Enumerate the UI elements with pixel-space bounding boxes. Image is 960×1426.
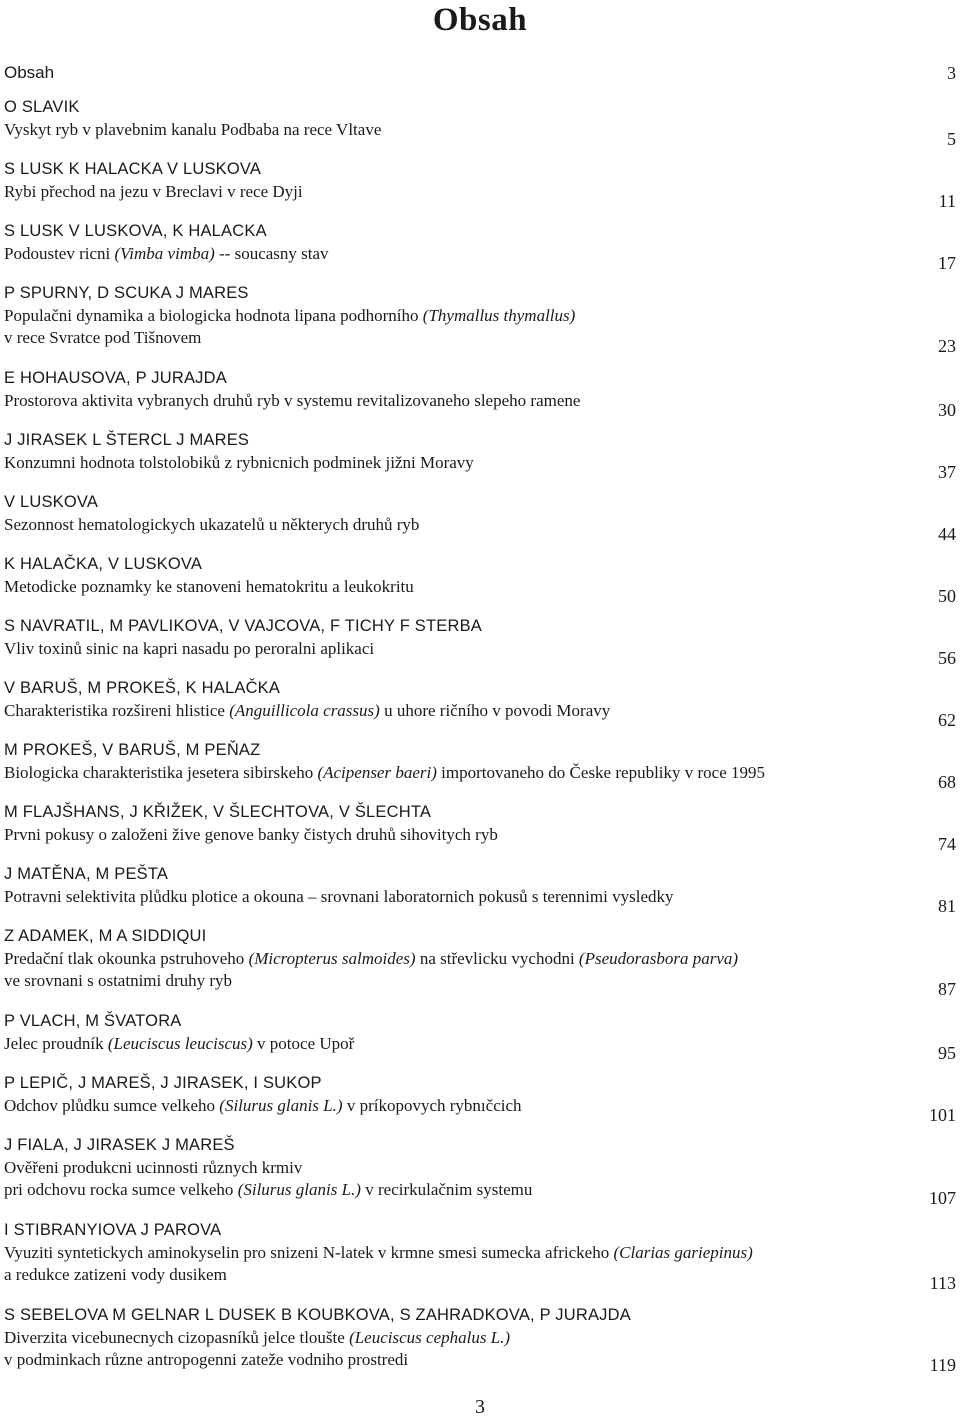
- toc-title-line: pri odchovu rocka sumce velkeho (Silurus glanis L.) v recirkulačnim systemu: [4, 1180, 533, 1199]
- toc-entry: [4, 1219, 956, 1304]
- toc-entry: [4, 801, 956, 863]
- toc-title-line: Biologicka charakteristika jesetera sibirskeho (Acipenser baeri) importovaneho do Česke republiky v roce 1995: [4, 763, 766, 782]
- toc-entry: [4, 491, 956, 553]
- page-number: 44: [938, 524, 956, 544]
- toc-title-line: Jelec proudník (Leuciscus leuciscus) v potoce Upoř: [4, 1034, 355, 1053]
- toc-entry: [4, 429, 956, 491]
- page-number: 23: [938, 336, 956, 356]
- toc-title-line: Rybi přechod na jezu v Breclavi v rece Dyji: [4, 182, 303, 201]
- toc-entry: [4, 553, 956, 615]
- toc-authors: J JIRASEK L ŠTERCL J MARES: [4, 431, 250, 449]
- toc-title-line: a redukce zatizeni vody dusikem: [4, 1265, 227, 1284]
- page-number: 50: [938, 586, 956, 606]
- toc-entry: [4, 367, 956, 429]
- toc-title-line: Podoustev ricni (Vimba vimba) -- soucasny stav: [4, 244, 329, 263]
- toc-authors: I STIBRANYIOVA J PAROVA: [4, 1221, 222, 1239]
- page-number: 101: [929, 1105, 956, 1125]
- toc-authors: S NAVRATIL, M PAVLIKOVA, V VAJCOVA, F TICHY F STERBA: [4, 617, 483, 635]
- toc-entry: [4, 1134, 956, 1219]
- toc-authors: J MATĚNA, M PEŠTA: [4, 865, 169, 883]
- toc-entry: [4, 925, 956, 1010]
- toc-title-line: Vyskyt ryb v plavebnim kanalu Podbaba na rece Vltave: [4, 120, 382, 139]
- toc-title-line: Charakteristika rozšireni hlistice (Anguillicola crassus) u uhore ričního v povodi Moravy: [4, 701, 611, 720]
- toc-authors: K HALAČKA, V LUSKOVA: [4, 555, 203, 573]
- toc-authors: J FIALA, J JIRASEK J MAREŠ: [4, 1136, 235, 1154]
- toc-title-line: Populačni dynamika a biologicka hodnota lipana podhorního (Thymallus thymallus): [4, 306, 576, 325]
- toc-authors: P VLACH, M ŠVATORA: [4, 1012, 182, 1030]
- toc-entry: [4, 282, 956, 367]
- toc-entry: [4, 1072, 956, 1134]
- page-number: 81: [938, 896, 956, 916]
- toc-entry: [4, 615, 956, 677]
- toc-title-line: Ověřeni produkcni ucinnosti různych krmiv: [4, 1158, 303, 1177]
- page-number: 3: [947, 63, 956, 83]
- page-number: 113: [929, 1273, 956, 1293]
- page-number: 30: [938, 400, 956, 420]
- toc-entry: [4, 863, 956, 925]
- page-number: 56: [938, 648, 956, 668]
- toc-title-line: Prostorova aktivita vybranych druhů ryb v systemu revitalizovaneho slepeho ramene: [4, 391, 581, 410]
- toc-authors: P LEPIČ, J MAREŠ, J JIRASEK, I SUKOP: [4, 1074, 322, 1092]
- page-number: 68: [938, 772, 956, 792]
- toc-title-line: Potravni selektivita plůdku plotice a okouna – srovnani laboratornich pokusů s terennimi vysledky: [4, 887, 674, 906]
- page-number: 62: [938, 710, 956, 730]
- toc-entry: [4, 158, 956, 220]
- toc-title-line: Odchov plůdku sumce velkeho (Silurus glanis L.) v príkopovych rybnıčcich: [4, 1096, 522, 1115]
- toc-entry: [4, 1304, 956, 1384]
- toc-authors: V BARUŠ, M PROKEŠ, K HALAČKA: [4, 679, 281, 697]
- page-number: 119: [929, 1355, 956, 1375]
- toc-title-line: Vyuziti syntetickych aminokyselin pro snizeni N-latek v krmne smesi sumecka africkeho (Clarias gariepinus): [4, 1243, 753, 1262]
- toc-entry: [4, 220, 956, 282]
- page-number: 11: [938, 191, 956, 211]
- toc-front-entry: [4, 60, 956, 86]
- toc-authors: E HOHAUSOVA, P JURAJDA: [4, 369, 227, 387]
- toc-entry: [4, 677, 956, 739]
- toc-authors: V LUSKOVA: [4, 493, 99, 511]
- front-label: Obsah: [4, 63, 55, 82]
- footer-page-number: 3: [475, 1396, 485, 1418]
- toc-authors: M PROKEŠ, V BARUŠ, M PEŇAZ: [4, 741, 261, 759]
- toc-list: [4, 96, 956, 1384]
- toc-authors: S SEBELOVA M GELNAR L DUSEK B KOUBKOVA, S ZAHRADKOVA, P JURAJDA: [4, 1306, 631, 1324]
- toc-title-line: ve srovnani s ostatnimi druhy ryb: [4, 971, 233, 990]
- page-number: 87: [938, 979, 956, 999]
- page-number: 74: [938, 834, 956, 854]
- toc-title-line: Prvni pokusy o založeni žive genove banky čistych druhů sihovitych ryb: [4, 825, 498, 844]
- toc-title-line: v podminkach různe antropogenni zateže vodniho prostredi: [4, 1350, 409, 1369]
- toc-title-line: Sezonnost hematologickych ukazatelů u některych druhů ryb: [4, 515, 420, 534]
- toc-entry: [4, 96, 956, 158]
- page-number: 17: [938, 253, 956, 273]
- toc-authors: O SLAVIK: [4, 98, 80, 116]
- toc-title-line: Konzumni hodnota tolstolobiků z rybnicnich podminek jižni Moravy: [4, 453, 474, 472]
- toc-title-line: Predační tlak okounka pstruhoveho (Micropterus salmoides) na střevlicku vychodni (Pseudorasbora parva): [4, 949, 739, 968]
- toc-title-line: v rece Svratce pod Tišnovem: [4, 328, 202, 347]
- toc-entry: [4, 1010, 956, 1072]
- page-number: 95: [938, 1043, 956, 1063]
- toc-title-line: Metodicke poznamky ke stanoveni hematokritu a leukokritu: [4, 577, 414, 596]
- toc-authors: Z ADAMEK, M A SIDDIQUI: [4, 927, 207, 945]
- page-title: Obsah: [432, 2, 528, 38]
- page-number: 37: [938, 462, 956, 482]
- page-number: 107: [929, 1188, 956, 1208]
- toc-authors: M FLAJŠHANS, J KŘIŽEK, V ŠLECHTOVA, V ŠLECHTA: [4, 803, 432, 821]
- toc-authors: S LUSK V LUSKOVA, K HALACKA: [4, 222, 267, 240]
- toc-title-line: Vliv toxinů sinic na kapri nasadu po peroralni aplikaci: [4, 639, 375, 658]
- toc-title-line: Diverzita vicebunecnych cizopasníků jelce tloušte (Leuciscus cephalus L.): [4, 1328, 511, 1347]
- toc-authors: P SPURNY, D SCUKA J MARES: [4, 284, 249, 302]
- toc-entry: [4, 739, 956, 801]
- toc-authors: S LUSK K HALACKA V LUSKOVA: [4, 160, 262, 178]
- page-number: 5: [947, 129, 956, 149]
